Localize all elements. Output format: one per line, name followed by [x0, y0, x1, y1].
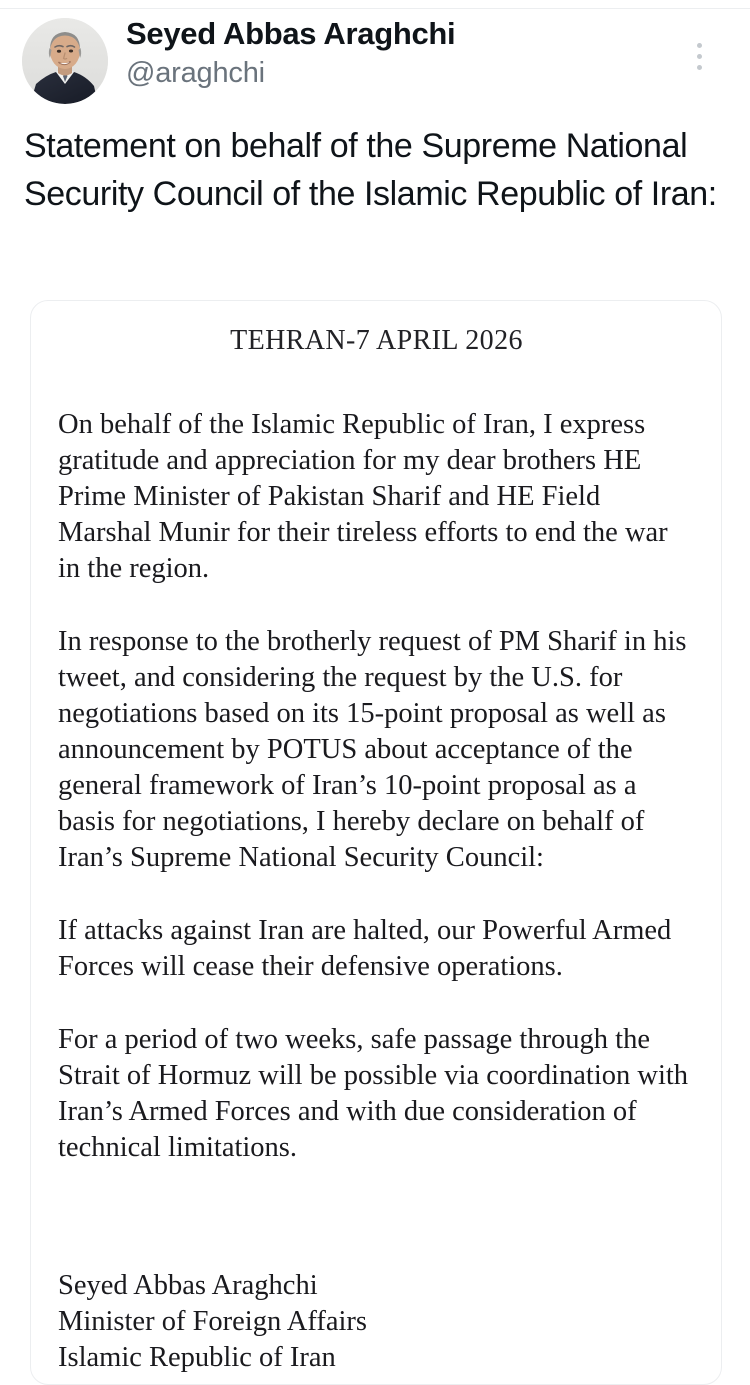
statement-card[interactable]	[30, 300, 722, 1385]
tweet-body-text: Statement on behalf of the Supreme National Security Council of the Islamic Republic of Iran:	[24, 127, 717, 213]
more-options-icon[interactable]	[684, 34, 714, 78]
display-name[interactable]: Seyed Abbas Araghchi	[126, 16, 456, 51]
signature-country: Islamic Republic of Iran	[58, 1342, 336, 1373]
avatar-photo	[22, 18, 108, 104]
tweet-header	[22, 16, 728, 108]
top-divider	[0, 8, 750, 9]
statement-card-inner	[31, 301, 721, 1376]
identity-block	[126, 14, 666, 92]
statement-paragraph: For a period of two weeks, safe passage through the Strait of Hormuz will be possible via coordination with Iran’s Armed Forces and with due consideration of technical limitations.	[58, 1024, 689, 1163]
avatar[interactable]	[22, 18, 108, 104]
user-handle[interactable]: @araghchi	[126, 57, 265, 89]
more-dot	[697, 43, 702, 48]
more-dot	[697, 65, 702, 70]
statement-paragraph: If attacks against Iran are halted, our Powerful Armed Forces will cease their defensive operations.	[58, 915, 672, 982]
signature-title: Minister of Foreign Affairs	[58, 1306, 367, 1337]
statement-paragraph: On behalf of the Islamic Republic of Iran, I express gratitude and appreciation for my dear brothers HE Prime Minister of Pakistan Sharif and HE Field Marshal Munir for their tireless efforts to end the war in the region.	[58, 409, 668, 584]
statement-paragraph: In response to the brotherly request of PM Sharif in his tweet, and considering the request by the U.S. for negotiations based on its 15-point proposal as well as announcement by POTUS about acceptance of the general framework of Iran’s 10-point proposal as a basis for negotiations, I hereby declare on behalf of Iran’s Supreme National Security Council:	[58, 626, 687, 873]
statement-signature	[58, 1268, 695, 1376]
more-dot	[697, 54, 702, 59]
statement-dateline: TEHRAN-7 APRIL 2026	[230, 325, 523, 356]
signature-name: Seyed Abbas Araghchi	[58, 1270, 318, 1301]
